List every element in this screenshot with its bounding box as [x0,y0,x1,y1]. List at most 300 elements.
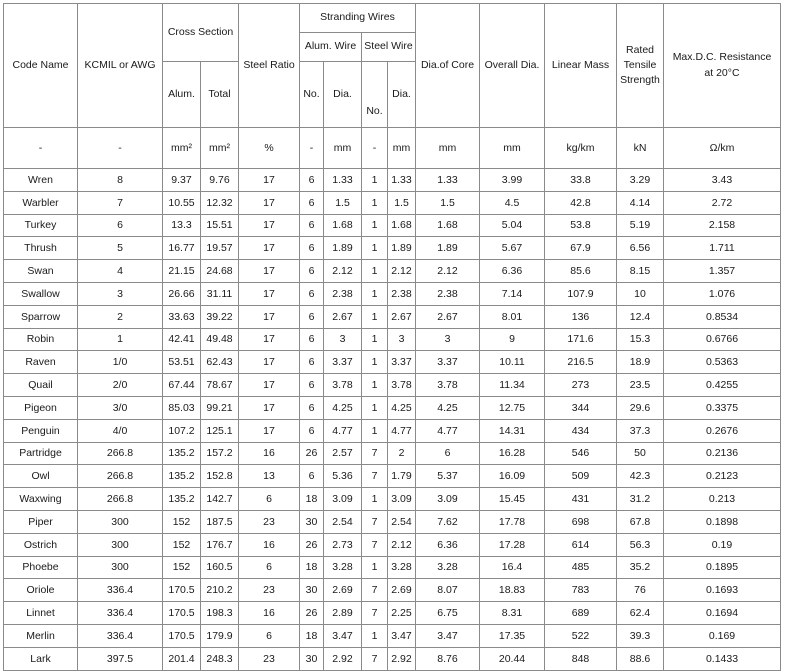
table-row [4,579,781,602]
table-cell: 26 [300,533,324,556]
code-name-cell: Waxwing [4,488,78,511]
table-cell: 14.31 [480,419,545,442]
table-body [4,169,781,671]
table-cell: 1 [362,488,388,511]
table-cell: 42.41 [163,328,201,351]
table-cell: 10.55 [163,191,201,214]
table-row [4,191,781,214]
table-row [4,351,781,374]
table-cell: 6 [300,260,324,283]
table-cell: 300 [78,510,163,533]
table-cell: 2.54 [324,510,362,533]
code-name-cell: Robin [4,328,78,351]
header-steel-ratio: Steel Ratio [239,4,300,128]
table-cell: 67.9 [545,237,617,260]
table-cell: 42.8 [545,191,617,214]
table-cell: 5.19 [617,214,664,237]
table-cell: 152 [163,510,201,533]
table-cell: 7.62 [416,510,480,533]
table-cell: 3.78 [388,374,416,397]
table-row [4,282,781,305]
table-cell: 3.37 [324,351,362,374]
table-cell: 3.47 [416,624,480,647]
table-cell: 2.12 [324,260,362,283]
table-cell: 88.6 [617,647,664,670]
table-cell: 17 [239,374,300,397]
table-cell: 266.8 [78,442,163,465]
header-alum-no: No. [300,62,324,128]
unit-cell: mm [388,128,416,169]
table-cell: 4 [78,260,163,283]
table-cell: 17.78 [480,510,545,533]
table-cell: 2.67 [416,305,480,328]
table-cell: 3.47 [388,624,416,647]
table-cell: 6 [239,556,300,579]
table-cell: 18 [300,556,324,579]
table-cell: 2 [388,442,416,465]
unit-cell: - [4,128,78,169]
table-cell: 6.36 [480,260,545,283]
table-cell: 6 [300,351,324,374]
header-steel-wire: Steel Wire [362,33,416,62]
table-row [4,260,781,283]
table-cell: 11.34 [480,374,545,397]
table-cell: 6 [300,396,324,419]
unit-cell: mm² [163,128,201,169]
table-row [4,442,781,465]
table-cell: 8 [78,169,163,192]
code-name-cell: Ostrich [4,533,78,556]
table-cell: 56.3 [617,533,664,556]
header-kcmil-awg: KCMIL or AWG [78,4,163,128]
table-cell: 6 [78,214,163,237]
table-row [4,328,781,351]
table-cell: 13.3 [163,214,201,237]
table-cell: 50 [617,442,664,465]
table-cell: 397.5 [78,647,163,670]
table-cell: 6 [239,488,300,511]
table-cell: 30 [300,647,324,670]
table-cell: 136 [545,305,617,328]
table-cell: 1 [362,169,388,192]
table-cell: 37.3 [617,419,664,442]
code-name-cell: Raven [4,351,78,374]
table-cell: 2.54 [388,510,416,533]
header-total: Total [201,62,239,128]
table-cell: 9.37 [163,169,201,192]
table-cell: 171.6 [545,328,617,351]
table-cell: 6.36 [416,533,480,556]
table-cell: 1 [362,191,388,214]
table-cell: 344 [545,396,617,419]
table-cell: 76 [617,579,664,602]
table-cell: 546 [545,442,617,465]
header-cross-section: Cross Section [163,4,239,62]
table-cell: 35.2 [617,556,664,579]
header-steel-no: No. [362,62,388,128]
table-cell: 4.77 [324,419,362,442]
table-cell: 1 [362,282,388,305]
table-cell: 17.35 [480,624,545,647]
table-cell: 1.5 [324,191,362,214]
table-cell: 21.15 [163,260,201,283]
table-cell: 17 [239,260,300,283]
table-cell: 23 [239,579,300,602]
table-cell: 201.4 [163,647,201,670]
table-cell: 0.3375 [664,396,781,419]
table-cell: 2.38 [388,282,416,305]
table-cell: 6 [300,328,324,351]
header-alum-wire: Alum. Wire [300,33,362,62]
table-cell: 2.158 [664,214,781,237]
table-cell: 5.36 [324,465,362,488]
table-cell: 26 [300,602,324,625]
code-name-cell: Merlin [4,624,78,647]
table-cell: 142.7 [201,488,239,511]
table-cell: 176.7 [201,533,239,556]
table-cell: 135.2 [163,465,201,488]
table-cell: 26 [300,442,324,465]
table-cell: 2.67 [388,305,416,328]
table-cell: 152 [163,533,201,556]
table-cell: 1.79 [388,465,416,488]
table-cell: 1.357 [664,260,781,283]
unit-cell: kN [617,128,664,169]
table-cell: 125.1 [201,419,239,442]
header-alum-dia: Dia. [324,62,362,128]
table-cell: 266.8 [78,488,163,511]
table-cell: 39.3 [617,624,664,647]
header-maxdc-line2: at 20°C [704,66,740,79]
table-cell: 53.8 [545,214,617,237]
table-cell: 170.5 [163,602,201,625]
header-maxdc-line1: Max.D.C. Resistance [672,51,772,64]
table-cell: 26.66 [163,282,201,305]
header-steel-dia: Dia. [388,62,416,128]
table-cell: 1 [362,419,388,442]
table-row [4,510,781,533]
table-cell: 30 [300,579,324,602]
table-cell: 3.09 [416,488,480,511]
table-cell: 0.213 [664,488,781,511]
header-rated-line2: Tensile [623,58,657,71]
code-name-cell: Lark [4,647,78,670]
table-cell: 1 [362,624,388,647]
table-cell: 3 [324,328,362,351]
table-row [4,305,781,328]
table-cell: 0.1898 [664,510,781,533]
table-cell: 62.43 [201,351,239,374]
table-cell: 4.77 [416,419,480,442]
table-cell: 17 [239,351,300,374]
table-cell: 31.2 [617,488,664,511]
table-cell: 13 [239,465,300,488]
table-cell: 614 [545,533,617,556]
table-cell: 3.28 [388,556,416,579]
code-name-cell: Wren [4,169,78,192]
table-row [4,556,781,579]
table-cell: 4/0 [78,419,163,442]
table-cell: 17 [239,396,300,419]
unit-cell: Ω/km [664,128,781,169]
unit-cell: mm [324,128,362,169]
table-cell: 3.09 [388,488,416,511]
table-cell: 2/0 [78,374,163,397]
table-cell: 8.07 [416,579,480,602]
table-cell: 157.2 [201,442,239,465]
table-cell: 4.14 [617,191,664,214]
table-cell: 17 [239,169,300,192]
table-cell: 216.5 [545,351,617,374]
table-cell: 9.76 [201,169,239,192]
table-cell: 8.76 [416,647,480,670]
table-cell: 0.19 [664,533,781,556]
table-cell: 39.22 [201,305,239,328]
table-cell: 1 [362,214,388,237]
table-cell: 2.69 [324,579,362,602]
table-cell: 3 [388,328,416,351]
table-cell: 1 [362,351,388,374]
table-cell: 522 [545,624,617,647]
table-row [4,533,781,556]
table-cell: 1.89 [416,237,480,260]
table-cell: 30 [300,510,324,533]
table-cell: 2.72 [664,191,781,214]
table-cell: 848 [545,647,617,670]
table-row [4,488,781,511]
table-cell: 0.1433 [664,647,781,670]
table-cell: 135.2 [163,442,201,465]
table-cell: 0.4255 [664,374,781,397]
header-alum: Alum. [163,62,201,128]
table-cell: 16 [239,602,300,625]
table-cell: 12.75 [480,396,545,419]
table-cell: 9 [480,328,545,351]
unit-cell: - [362,128,388,169]
table-cell: 2.12 [388,260,416,283]
table-cell: 33.63 [163,305,201,328]
table-cell: 16.28 [480,442,545,465]
table-cell: 336.4 [78,602,163,625]
table-row [4,465,781,488]
table-cell: 3 [78,282,163,305]
table-cell: 210.2 [201,579,239,602]
table-cell: 2 [78,305,163,328]
table-cell: 1 [362,237,388,260]
table-cell: 7 [362,602,388,625]
table-cell: 3.37 [388,351,416,374]
unit-cell: mm [480,128,545,169]
header-overall-dia: Overall Dia. [480,4,545,128]
table-cell: 16.09 [480,465,545,488]
table-cell: 4.25 [416,396,480,419]
table-cell: 3.28 [324,556,362,579]
table-cell: 17 [239,214,300,237]
table-cell: 1.68 [388,214,416,237]
spec-table-container [3,3,781,671]
table-cell: 1.89 [324,237,362,260]
table-cell: 4.77 [388,419,416,442]
code-name-cell: Swan [4,260,78,283]
unit-cell: mm [416,128,480,169]
table-cell: 7 [362,510,388,533]
table-cell: 1.68 [324,214,362,237]
table-cell: 16 [239,442,300,465]
table-cell: 6 [300,305,324,328]
table-cell: 6 [300,465,324,488]
table-cell: 1.68 [416,214,480,237]
table-cell: 1 [362,260,388,283]
table-cell: 17 [239,191,300,214]
table-cell: 485 [545,556,617,579]
table-cell: 187.5 [201,510,239,533]
table-cell: 4.25 [388,396,416,419]
table-cell: 2.89 [324,602,362,625]
table-cell: 3.43 [664,169,781,192]
table-cell: 8.15 [617,260,664,283]
table-cell: 2.38 [324,282,362,305]
table-cell: 273 [545,374,617,397]
table-cell: 0.6766 [664,328,781,351]
table-cell: 3/0 [78,396,163,419]
table-cell: 62.4 [617,602,664,625]
header-dia-core: Dia.of Core [416,4,480,128]
code-name-cell: Sparrow [4,305,78,328]
table-cell: 85.03 [163,396,201,419]
table-cell: 1 [362,374,388,397]
table-cell: 2.67 [324,305,362,328]
table-cell: 7.14 [480,282,545,305]
table-cell: 170.5 [163,579,201,602]
table-cell: 1 [362,396,388,419]
table-row [4,624,781,647]
table-cell: 15.3 [617,328,664,351]
table-cell: 19.57 [201,237,239,260]
table-cell: 2.12 [416,260,480,283]
table-row [4,647,781,670]
table-cell: 24.68 [201,260,239,283]
table-cell: 2.12 [388,533,416,556]
table-cell: 179.9 [201,624,239,647]
table-cell: 17.28 [480,533,545,556]
acsr-conductor-spec-table [3,3,781,671]
table-cell: 1.076 [664,282,781,305]
table-cell: 198.3 [201,602,239,625]
table-cell: 16.4 [480,556,545,579]
header-rated-tensile-strength [617,4,664,128]
table-cell: 20.44 [480,647,545,670]
code-name-cell: Penguin [4,419,78,442]
table-cell: 0.2676 [664,419,781,442]
table-cell: 18 [300,624,324,647]
table-cell: 2.92 [324,647,362,670]
table-cell: 8.31 [480,602,545,625]
table-cell: 2.69 [388,579,416,602]
table-cell: 152 [163,556,201,579]
table-cell: 266.8 [78,465,163,488]
table-cell: 3.29 [617,169,664,192]
table-cell: 0.169 [664,624,781,647]
table-cell: 1.33 [416,169,480,192]
table-cell: 67.44 [163,374,201,397]
table-cell: 3.09 [324,488,362,511]
table-cell: 3.78 [324,374,362,397]
table-row [4,237,781,260]
table-cell: 1.89 [388,237,416,260]
table-cell: 6 [239,624,300,647]
table-cell: 336.4 [78,579,163,602]
table-cell: 0.5363 [664,351,781,374]
code-name-cell: Linnet [4,602,78,625]
table-cell: 300 [78,556,163,579]
table-cell: 1.711 [664,237,781,260]
table-cell: 7 [362,533,388,556]
header-code-name: Code Name [4,4,78,128]
unit-cell: - [300,128,324,169]
table-row [4,214,781,237]
table-cell: 248.3 [201,647,239,670]
code-name-cell: Oriole [4,579,78,602]
table-cell: 16 [239,533,300,556]
code-name-cell: Pigeon [4,396,78,419]
table-cell: 15.51 [201,214,239,237]
units-row [4,128,781,169]
table-cell: 23 [239,510,300,533]
table-cell: 12.4 [617,305,664,328]
table-cell: 17 [239,305,300,328]
table-cell: 6.75 [416,602,480,625]
table-cell: 107.2 [163,419,201,442]
units-row-group [4,128,781,169]
table-cell: 53.51 [163,351,201,374]
table-cell: 689 [545,602,617,625]
code-name-cell: Thrush [4,237,78,260]
table-cell: 17 [239,282,300,305]
table-cell: 6.56 [617,237,664,260]
code-name-cell: Piper [4,510,78,533]
header-max-dc-resistance [664,4,781,128]
table-cell: 2.73 [324,533,362,556]
unit-cell: mm² [201,128,239,169]
table-cell: 3.47 [324,624,362,647]
table-cell: 152.8 [201,465,239,488]
table-row [4,396,781,419]
table-row [4,374,781,397]
table-cell: 7 [362,465,388,488]
table-cell: 10.11 [480,351,545,374]
table-cell: 6 [300,191,324,214]
table-cell: 698 [545,510,617,533]
table-cell: 85.6 [545,260,617,283]
table-cell: 170.5 [163,624,201,647]
table-cell: 2.38 [416,282,480,305]
table-cell: 783 [545,579,617,602]
table-cell: 4.25 [324,396,362,419]
table-row [4,419,781,442]
table-cell: 1 [78,328,163,351]
table-cell: 160.5 [201,556,239,579]
table-cell: 7 [362,579,388,602]
header-rated-line1: Rated [625,43,655,56]
table-cell: 6 [416,442,480,465]
code-name-cell: Partridge [4,442,78,465]
table-cell: 16.77 [163,237,201,260]
table-cell: 3.78 [416,374,480,397]
unit-cell: - [78,128,163,169]
code-name-cell: Quail [4,374,78,397]
table-cell: 8.01 [480,305,545,328]
table-cell: 2.57 [324,442,362,465]
